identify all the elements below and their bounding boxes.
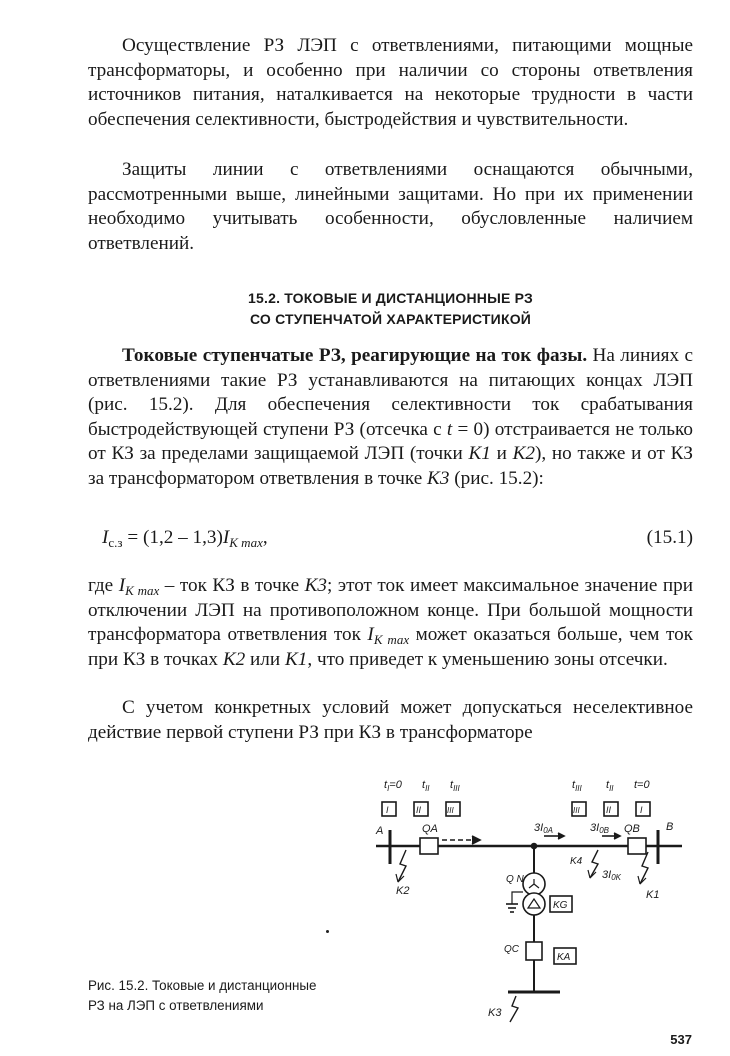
paragraph-1: Осуществление РЗ ЛЭП с ответвлениями, питающими мощные трансформаторы, и особенно при наличии со стороны ответвления источников питания, наталкивается на некоторые трудности в части обеспечения селективности, быстродействия и чувствительности.: [88, 35, 693, 130]
svg-text:tIII: $t_{III}$: [450, 779, 460, 793]
formula-15-1: $I_{с.з} = (1,2 - 1,3)I_{К max}$, (15.1): [102, 527, 693, 550]
svg-text:KG: KG: [553, 900, 568, 911]
svg-text:QB: QB: [624, 823, 640, 835]
svg-text:3I0A: 3I0A: [534, 822, 553, 835]
breaker-qa: [420, 838, 438, 854]
paragraph-4: где $I_{К max}$ – ток КЗ в точке K3; этот ток имеет максимальное значение при отключении ЛЭП на противоположном конце. При большой мощности трансформатора ответвления ток $I_{К max}$ может оказаться больше, чем ток при КЗ в точках K2 или K1, что приведет к уменьшению зоны отсечки.: [88, 575, 693, 670]
svg-text:III: III: [447, 806, 454, 815]
svg-text:K2: K2: [396, 885, 410, 897]
paragraph-3: Токовые ступенчатые РЗ, реагирующие на ток фазы. На линиях с ответвлениями такие РЗ устанавливаются на питающих концах ЛЭП (рис. 15.2). Для обеспечения селективности ток срабатывания быстродействующей ступени РЗ (отсечка с t = 0) отстраивается не только от КЗ за пределами защищаемой ЛЭП (точки K1 и K2), но также и от КЗ за трансформатором ответвления в точке K3 (рис. 15.2):: [88, 345, 693, 489]
caption-line2: РЗ на ЛЭП с ответвлениями: [88, 998, 264, 1013]
svg-text:t=0: t=0: [634, 779, 650, 791]
svg-text:tIII: $t_{III}$: [572, 779, 582, 793]
bold-lead: Токовые ступенчатые РЗ, реагирующие на ток фазы.: [122, 345, 588, 366]
svg-text:B: B: [666, 821, 674, 833]
svg-text:3I0B: 3I0B: [590, 822, 609, 835]
svg-text:Q N: Q N: [506, 874, 524, 885]
svg-text:I: I: [640, 805, 643, 815]
svg-text:II: II: [416, 805, 422, 815]
caption-line1: Рис. 15.2. Токовые и дистанционные: [88, 978, 317, 993]
formula-number: (15.1): [646, 527, 693, 548]
svg-text:tI=0: $t_I=0$: [384, 779, 402, 793]
page-number: 537: [670, 1032, 692, 1047]
svg-text:K1: K1: [646, 889, 660, 901]
svg-text:tII: $t_{II}$: [422, 779, 430, 793]
svg-text:K4: K4: [570, 856, 583, 867]
svg-text:3I0K: 3I0K: [602, 869, 621, 882]
svg-text:I: I: [386, 805, 389, 815]
breaker-qb: [628, 838, 646, 854]
svg-text:tII: $t_{II}$: [606, 779, 614, 793]
stray-dot: [326, 930, 329, 933]
paragraph-2: Защиты линии с ответвлениями оснащаются обычными, рассмотренными выше, линейными защитами. Но при их применении необходимо учитывать особенности, обусловленные наличием ответвлений.: [88, 159, 693, 254]
svg-text:A: A: [376, 825, 384, 837]
svg-text:II: II: [606, 805, 612, 815]
section-heading: [88, 288, 693, 330]
svg-text:QC: QC: [504, 944, 519, 955]
svg-text:III: III: [573, 806, 580, 815]
figure-caption: [88, 976, 368, 1016]
svg-text:QA: QA: [422, 823, 438, 835]
section-heading-line1: 15.2. ТОКОВЫЕ И ДИСТАНЦИОННЫЕ РЗ: [248, 290, 533, 306]
section-heading-line2: СО СТУПЕНЧАТОЙ ХАРАКТЕРИСТИКОЙ: [249, 311, 532, 327]
svg-text:K3: K3: [488, 1007, 502, 1019]
svg-text:KA: KA: [557, 952, 571, 963]
breaker-qc: [526, 942, 542, 960]
paragraph-5: С учетом конкретных условий может допускаться неселективное действие первой ступени РЗ при КЗ в трансформаторе: [88, 697, 693, 743]
figure-15-2-diagram: [366, 770, 696, 1030]
